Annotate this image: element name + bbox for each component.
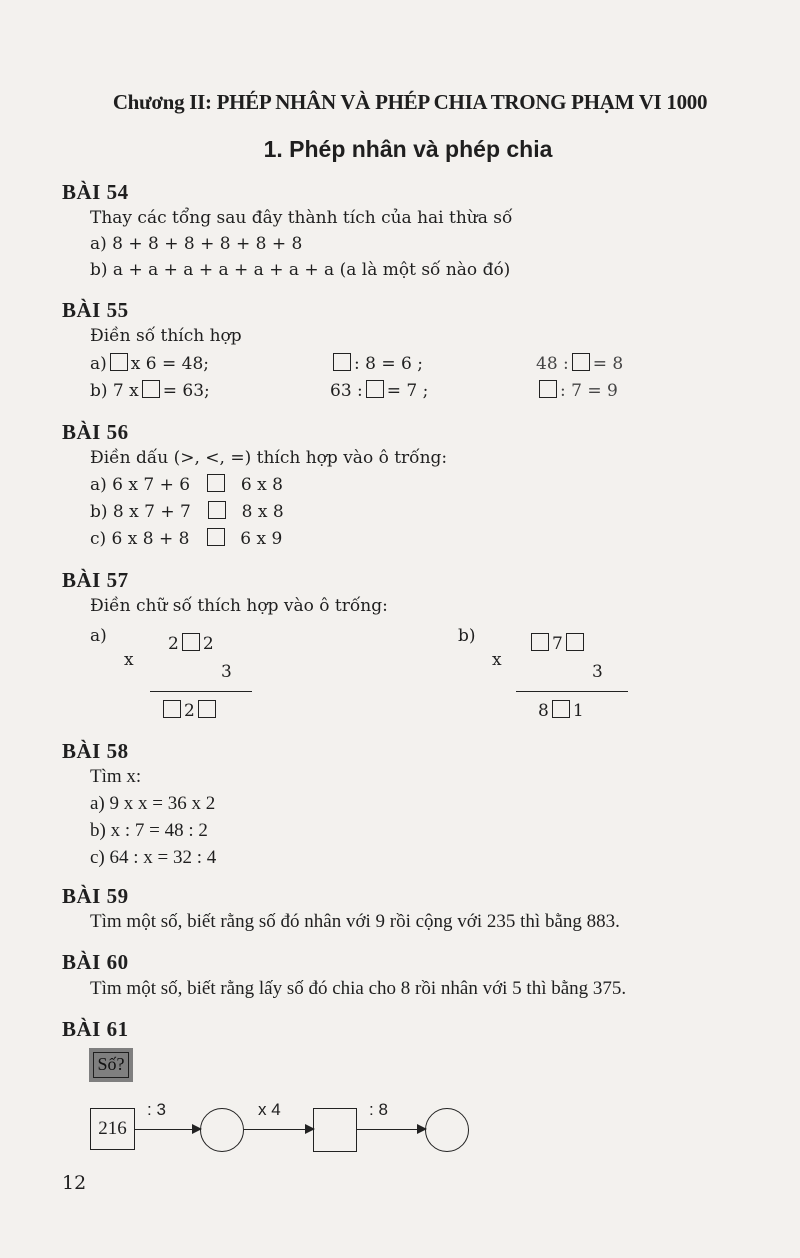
answer-box[interactable] [142, 380, 160, 398]
arrow-2 [244, 1129, 313, 1130]
bai-59-text: Tìm một số, biết rằng số đó nhân với 9 rồi cộng với 235 thì bằng 883. [90, 911, 620, 932]
arrow-1 [135, 1129, 200, 1130]
bai-57-b-top-mid: 7 [552, 634, 563, 654]
bai-57-a-rule [150, 691, 252, 692]
answer-box[interactable] [333, 353, 351, 371]
bai-56-b-right: 8 x 8 [241, 502, 284, 522]
bai-57-a-result [160, 700, 219, 721]
bai-55-b2-post: = 7 ; [386, 381, 429, 401]
bai-56-prompt: Điền dấu (>, <, =) thích hợp vào ô trống: [90, 448, 448, 468]
bai-57-a-mult: 3 [221, 662, 232, 682]
bai-55-a2-post: : 8 = 6 ; [354, 354, 423, 374]
bai-57-b-times: x [492, 650, 502, 670]
bai-54-heading: BÀI 54 [62, 180, 129, 204]
bai-55-prompt: Điền số thích hợp [90, 326, 242, 346]
bai-55-a1-post: x 6 = 48; [130, 354, 209, 374]
bai-57-b-result [538, 700, 584, 721]
bai-57-a-top-2: 2 [202, 634, 214, 654]
bai-55-a3-post: = 8 [592, 354, 624, 374]
bai-58-prompt: Tìm x: [90, 766, 142, 787]
bai-61-heading: BÀI 61 [62, 1017, 129, 1041]
bai-55-a1 [90, 353, 209, 374]
start-value: 216 [98, 1118, 127, 1139]
digit-box[interactable] [182, 633, 200, 651]
bai-55-a3 [536, 353, 623, 374]
answer-circle-1[interactable] [200, 1108, 244, 1152]
answer-box[interactable] [572, 353, 590, 371]
bai-56-c-right: 6 x 9 [240, 529, 283, 549]
answer-box[interactable] [366, 380, 384, 398]
arrow-3 [357, 1129, 425, 1130]
bai-57-prompt: Điền chữ số thích hợp vào ô trống: [90, 596, 388, 616]
bai-57-a-res-mid: 2 [184, 701, 195, 721]
bai-56-row-c [90, 528, 282, 549]
bai-57-b-top [528, 633, 587, 654]
chapter-title: Chương II: PHÉP NHÂN VÀ PHÉP CHIA TRONG PHẠM VI 1000 [112, 90, 708, 114]
start-value-box [90, 1108, 135, 1150]
bai-57-heading: BÀI 57 [62, 568, 129, 592]
bai-54-prompt: Thay các tổng sau đây thành tích của hai thừa số [90, 208, 513, 228]
bai-56-a-left: a) 6 x 7 + 6 [90, 475, 191, 495]
bai-55-heading: BÀI 55 [62, 298, 129, 322]
bai-57-b-rule [516, 691, 628, 692]
bai-55-a1-pre: a) [90, 354, 107, 374]
so-badge-label: Số? [93, 1052, 129, 1078]
bai-57-b-mult: 3 [592, 662, 603, 682]
bai-57-b-label: b) [458, 626, 476, 646]
bai-56-a-right: 6 x 8 [240, 475, 283, 495]
answer-box-2[interactable] [313, 1108, 357, 1152]
bai-58-heading: BÀI 58 [62, 739, 129, 763]
so-badge [89, 1048, 133, 1082]
bai-58-b: b) x : 7 = 48 : 2 [90, 820, 208, 841]
bai-57-b-res-1: 8 [538, 701, 549, 721]
bai-55-a3-pre: 48 : [536, 354, 569, 374]
bai-56-row-b [90, 501, 284, 522]
answer-circle-3[interactable] [425, 1108, 469, 1152]
bai-55-b2-pre: 63 : [330, 381, 363, 401]
bai-56-b-left: b) 8 x 7 + 7 [90, 502, 191, 522]
bai-55-b3 [536, 380, 618, 401]
bai-55-b2 [330, 380, 428, 401]
bai-54-b: b) a + a + a + a + a + a + a (a là một số nào đó) [90, 260, 511, 280]
digit-box[interactable] [198, 700, 216, 718]
compare-box[interactable] [208, 501, 226, 519]
page-number: 12 [62, 1172, 87, 1194]
bai-60-heading: BÀI 60 [62, 950, 129, 974]
bai-58-a: a) 9 x x = 36 x 2 [90, 793, 216, 814]
bai-57-a-top [168, 633, 214, 654]
bai-57-a-label: a) [90, 626, 107, 646]
bai-57-a-times: x [124, 650, 134, 670]
bai-55-b1-post: = 63; [162, 381, 210, 401]
bai-59-heading: BÀI 59 [62, 884, 129, 908]
compare-box[interactable] [207, 474, 225, 492]
bai-56-c-left: c) 6 x 8 + 8 [90, 529, 190, 549]
answer-box[interactable] [539, 380, 557, 398]
bai-55-b1-pre: b) 7 x [90, 381, 139, 401]
bai-54-a: a) 8 + 8 + 8 + 8 + 8 + 8 [90, 234, 303, 254]
bai-56-heading: BÀI 56 [62, 420, 129, 444]
bai-57-b-res-2: 1 [572, 701, 584, 721]
bai-57-a-top-1: 2 [168, 634, 179, 654]
bai-55-b3-post: : 7 = 9 [560, 381, 618, 401]
bai-55-b1 [90, 380, 210, 401]
op-1: : 3 [147, 1100, 166, 1119]
op-3: : 8 [369, 1100, 388, 1119]
answer-box[interactable] [110, 353, 128, 371]
compare-box[interactable] [207, 528, 225, 546]
digit-box[interactable] [566, 633, 584, 651]
bai-58-c: c) 64 : x = 32 : 4 [90, 847, 217, 868]
digit-box[interactable] [552, 700, 570, 718]
bai-56-row-a [90, 474, 283, 495]
op-2: x 4 [258, 1100, 281, 1119]
bai-60-text: Tìm một số, biết rằng lấy số đó chia cho 8 rồi nhân với 5 thì bằng 375. [90, 978, 627, 999]
digit-box[interactable] [163, 700, 181, 718]
section-title: 1. Phép nhân và phép chia [263, 136, 553, 162]
bai-55-a2 [330, 353, 423, 374]
digit-box[interactable] [531, 633, 549, 651]
